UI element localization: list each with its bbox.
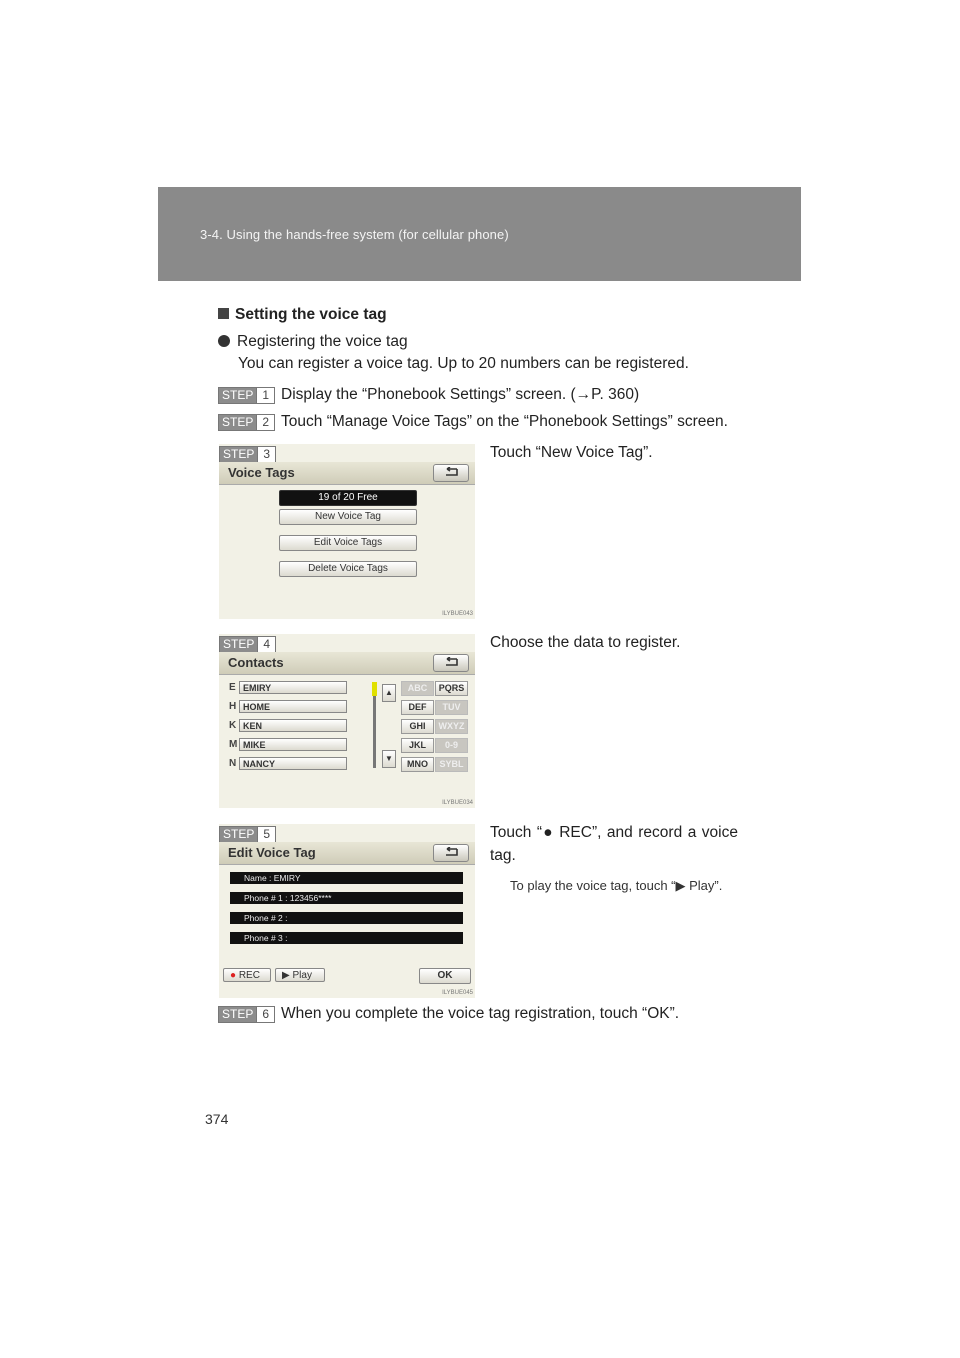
- subsection-heading: [218, 306, 387, 324]
- step-badge: STEP 4: [219, 636, 276, 653]
- ok-button[interactable]: OK: [419, 968, 471, 984]
- step-6: [218, 1005, 679, 1023]
- key-wxyz[interactable]: WXYZ: [435, 719, 468, 734]
- image-code: ILYBUE045: [442, 990, 473, 996]
- scroll-up-button[interactable]: [382, 684, 396, 702]
- index-letter: N: [229, 758, 237, 769]
- step-4-text: Choose the data to register.: [490, 634, 681, 651]
- back-arrow-icon: [443, 467, 459, 478]
- step-text: Touch “Manage Voice Tags” on the “Phonebook Settings” screen.: [281, 413, 728, 430]
- scrollbar-thumb[interactable]: [372, 682, 377, 696]
- back-button[interactable]: [433, 654, 469, 672]
- bullet-item: [218, 333, 408, 351]
- back-button[interactable]: [433, 464, 469, 482]
- back-arrow-icon: [443, 847, 459, 858]
- contact-button[interactable]: HOME: [239, 700, 347, 713]
- voice-tags-screen: [219, 444, 475, 619]
- contact-button[interactable]: MIKE: [239, 738, 347, 751]
- contact-button[interactable]: NANCY: [239, 757, 347, 770]
- step-badge: STEP 2: [218, 414, 275, 431]
- step-2: [218, 413, 728, 431]
- record-dot-icon: ●: [230, 970, 237, 981]
- screen-title-bar: [219, 652, 475, 675]
- index-letter: H: [229, 701, 237, 712]
- intro-text: You can register a voice tag. Up to 20 numbers can be registered.: [238, 355, 689, 372]
- step-3-text: Touch “New Voice Tag”.: [490, 444, 653, 461]
- contacts-screen: [219, 634, 475, 808]
- index-letter: K: [229, 720, 237, 731]
- index-letter: M: [229, 739, 238, 750]
- step-badge: STEP 1: [218, 387, 275, 404]
- screen-title-bar: [219, 842, 475, 865]
- image-code: ILYBUE043: [442, 611, 473, 617]
- key-0-9[interactable]: 0-9: [435, 738, 468, 753]
- back-arrow-icon: [443, 657, 459, 668]
- screen-title: Voice Tags: [228, 465, 295, 480]
- edit-voice-tags-button[interactable]: Edit Voice Tags: [279, 535, 417, 551]
- key-sybl[interactable]: SYBL: [435, 757, 468, 772]
- step-badge: STEP 3: [219, 446, 276, 463]
- step-text: When you complete the voice tag registration, touch “OK”.: [281, 1005, 680, 1022]
- key-mno[interactable]: MNO: [401, 757, 434, 772]
- heading-text: Setting the voice tag: [235, 306, 387, 323]
- square-bullet-icon: [218, 308, 229, 319]
- down-arrow-icon: ▼: [385, 754, 393, 763]
- free-count: 19 of 20 Free: [279, 490, 417, 506]
- rec-button[interactable]: ● REC: [223, 968, 271, 982]
- name-field: Name : EMIRY: [230, 872, 463, 884]
- key-jkl[interactable]: JKL: [401, 738, 434, 753]
- new-voice-tag-button[interactable]: New Voice Tag: [279, 509, 417, 525]
- circle-bullet-icon: [218, 335, 230, 347]
- screen-title: Contacts: [228, 655, 284, 670]
- step-badge: STEP 5: [219, 826, 276, 843]
- phone-3-field: Phone # 3 :: [230, 932, 463, 944]
- key-abc[interactable]: ABC: [401, 681, 434, 696]
- phone-2-field: Phone # 2 :: [230, 912, 463, 924]
- key-pqrs[interactable]: PQRS: [435, 681, 468, 696]
- step-5-note: To play the voice tag, touch “▶ Play”.: [510, 878, 723, 893]
- play-button[interactable]: ▶ Play: [275, 968, 325, 982]
- step-badge: STEP 6: [218, 1006, 275, 1023]
- step-1: [218, 386, 639, 404]
- section-header: [158, 187, 801, 281]
- contact-button[interactable]: KEN: [239, 719, 347, 732]
- index-letter: E: [229, 682, 236, 693]
- step-5-text: Touch “● REC”, and record a voice tag.: [490, 824, 738, 864]
- image-code: ILYBUE034: [442, 800, 473, 806]
- key-def[interactable]: DEF: [401, 700, 434, 715]
- step-text: Display the “Phonebook Settings” screen. (→P. 360): [281, 386, 640, 403]
- scroll-down-button[interactable]: [382, 750, 396, 768]
- key-tuv[interactable]: TUV: [435, 700, 468, 715]
- contact-button[interactable]: EMIRY: [239, 681, 347, 694]
- screen-title: Edit Voice Tag: [228, 845, 316, 860]
- edit-voice-tag-screen: [219, 824, 475, 998]
- phone-1-field: Phone # 1 : 123456****: [230, 892, 463, 904]
- back-button[interactable]: [433, 844, 469, 862]
- screen-title-bar: [219, 462, 475, 485]
- page-number: 374: [205, 1111, 229, 1127]
- delete-voice-tags-button[interactable]: Delete Voice Tags: [279, 561, 417, 577]
- bullet-text: Registering the voice tag: [237, 333, 408, 350]
- key-ghi[interactable]: GHI: [401, 719, 434, 734]
- section-title: 3-4. Using the hands-free system (for cellular phone): [200, 227, 509, 242]
- play-triangle-icon: ▶: [282, 970, 290, 981]
- up-arrow-icon: ▲: [385, 688, 393, 697]
